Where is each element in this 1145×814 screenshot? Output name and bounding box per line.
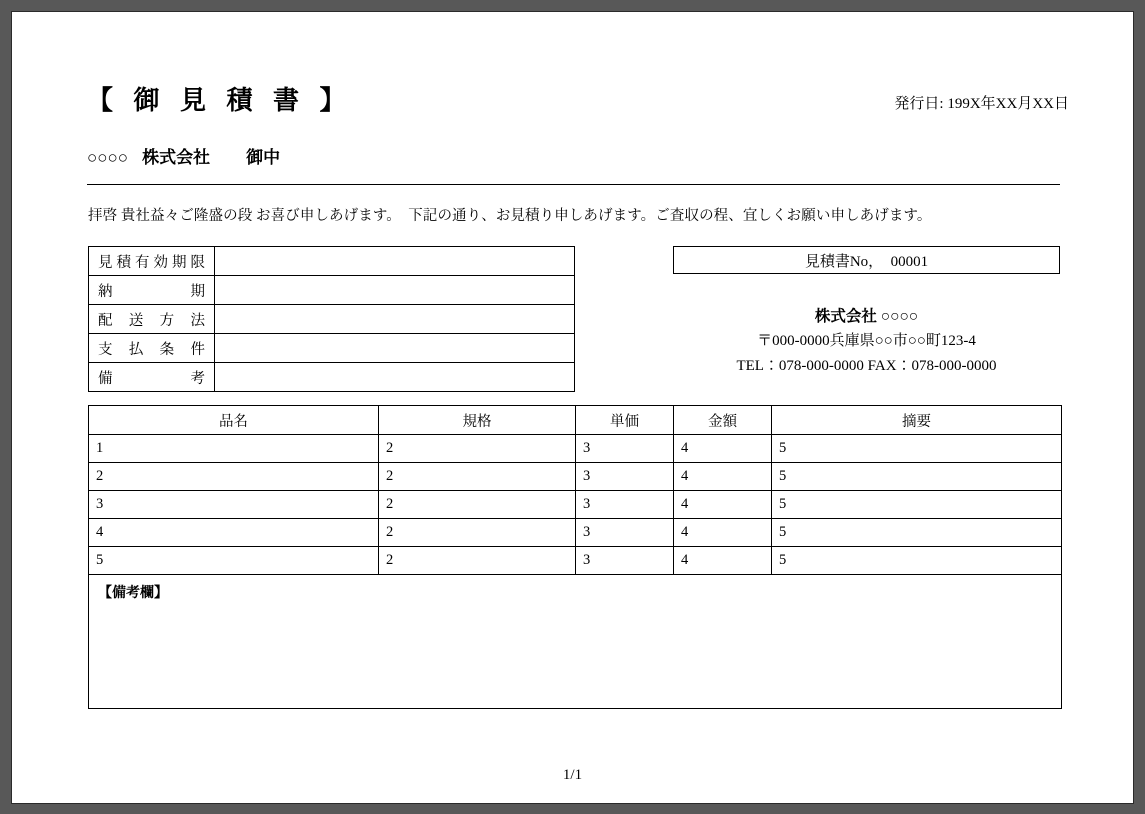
column-header-remarks: 摘要 [772,406,1062,435]
items-table [88,405,1062,709]
table-row [89,276,575,305]
greeting-paragraph: 拝啓 貴社益々ご隆盛の段 お喜び申しあげます。 下記の通り、お見積り申しあげます。ご査収の程、宜しくお願い申しあげます。 [88,208,932,224]
column-header-spec: 規格 [379,406,576,435]
addressee-honorific: 御中 [246,148,281,167]
terms-label-payment-terms: 支払条件 [89,334,215,363]
cell-item-name[interactable]: 2 [89,463,379,491]
cell-remarks[interactable]: 5 [772,463,1062,491]
table-row [89,463,1062,491]
terms-value-validity[interactable] [215,247,575,276]
terms-value-shipping-method[interactable] [215,305,575,334]
terms-value-delivery-date[interactable] [215,276,575,305]
cell-spec[interactable]: 2 [379,547,576,575]
cell-amount[interactable]: 4 [674,435,772,463]
table-row [89,435,1062,463]
issuer-address: 〒000-0000兵庫県○○市○○町123-4 [757,333,976,349]
cell-item-name[interactable]: 5 [89,547,379,575]
cell-remarks[interactable]: 5 [772,547,1062,575]
table-row [89,547,1062,575]
cell-item-name[interactable]: 4 [89,519,379,547]
table-row [89,519,1062,547]
cell-item-name[interactable]: 1 [89,435,379,463]
issuer-company-name [673,304,1060,329]
cell-unit-price[interactable]: 3 [576,519,674,547]
quote-number-text: 見積書No， 00001 [804,253,929,270]
table-row [89,305,575,334]
table-row [89,247,575,276]
column-header-unit-price: 単価 [576,406,674,435]
cell-unit-price[interactable]: 3 [576,547,674,575]
page-number: 1/1 [562,767,583,783]
cell-item-name[interactable]: 3 [89,491,379,519]
terms-label-notes: 備考 [89,363,215,392]
cell-remarks[interactable]: 5 [772,435,1062,463]
cell-spec[interactable]: 2 [379,491,576,519]
cell-spec[interactable]: 2 [379,519,576,547]
issuer-company-block [673,304,1060,379]
cell-amount[interactable]: 4 [674,463,772,491]
cell-amount[interactable]: 4 [674,519,772,547]
cell-amount[interactable]: 4 [674,491,772,519]
issuer-company-kk: 株式会社 [814,308,877,325]
cell-spec[interactable]: 2 [379,463,576,491]
terms-label-delivery-date: 納期 [89,276,215,305]
issuer-tel-fax: TEL：078-000-0000 FAX：078-000-0000 [736,358,997,374]
column-header-item-name: 品名 [89,406,379,435]
terms-value-notes[interactable] [215,363,575,392]
terms-label-validity: 見積有効期限 [89,247,215,276]
cell-spec[interactable]: 2 [379,435,576,463]
issuer-company-circles: ○○○○ [880,308,919,325]
cell-unit-price[interactable]: 3 [576,463,674,491]
document-page [11,11,1134,804]
table-row [89,491,1062,519]
items-table-header-row [89,406,1062,435]
addressee-circles: ○○○○ [87,148,129,167]
table-row [89,334,575,363]
addressee-company: 株式会社 [142,148,211,167]
terms-value-payment-terms[interactable] [215,334,575,363]
header-divider [87,184,1060,185]
table-row [89,363,575,392]
terms-label-shipping-method: 配送方法 [89,305,215,334]
terms-table [88,246,575,392]
cell-remarks[interactable]: 5 [772,491,1062,519]
page-title: 【 御 見 積 書 】 [87,86,353,115]
remarks-row [89,575,1062,709]
remarks-area-label: 【備考欄】 [98,586,168,601]
issue-date: 発行日: 199X年XX月XX日 [894,96,1069,112]
remarks-area[interactable] [89,575,1062,709]
cell-remarks[interactable]: 5 [772,519,1062,547]
column-header-amount: 金額 [674,406,772,435]
quote-number-box [673,246,1060,274]
addressee [87,143,280,168]
cell-amount[interactable]: 4 [674,547,772,575]
cell-unit-price[interactable]: 3 [576,435,674,463]
cell-unit-price[interactable]: 3 [576,491,674,519]
